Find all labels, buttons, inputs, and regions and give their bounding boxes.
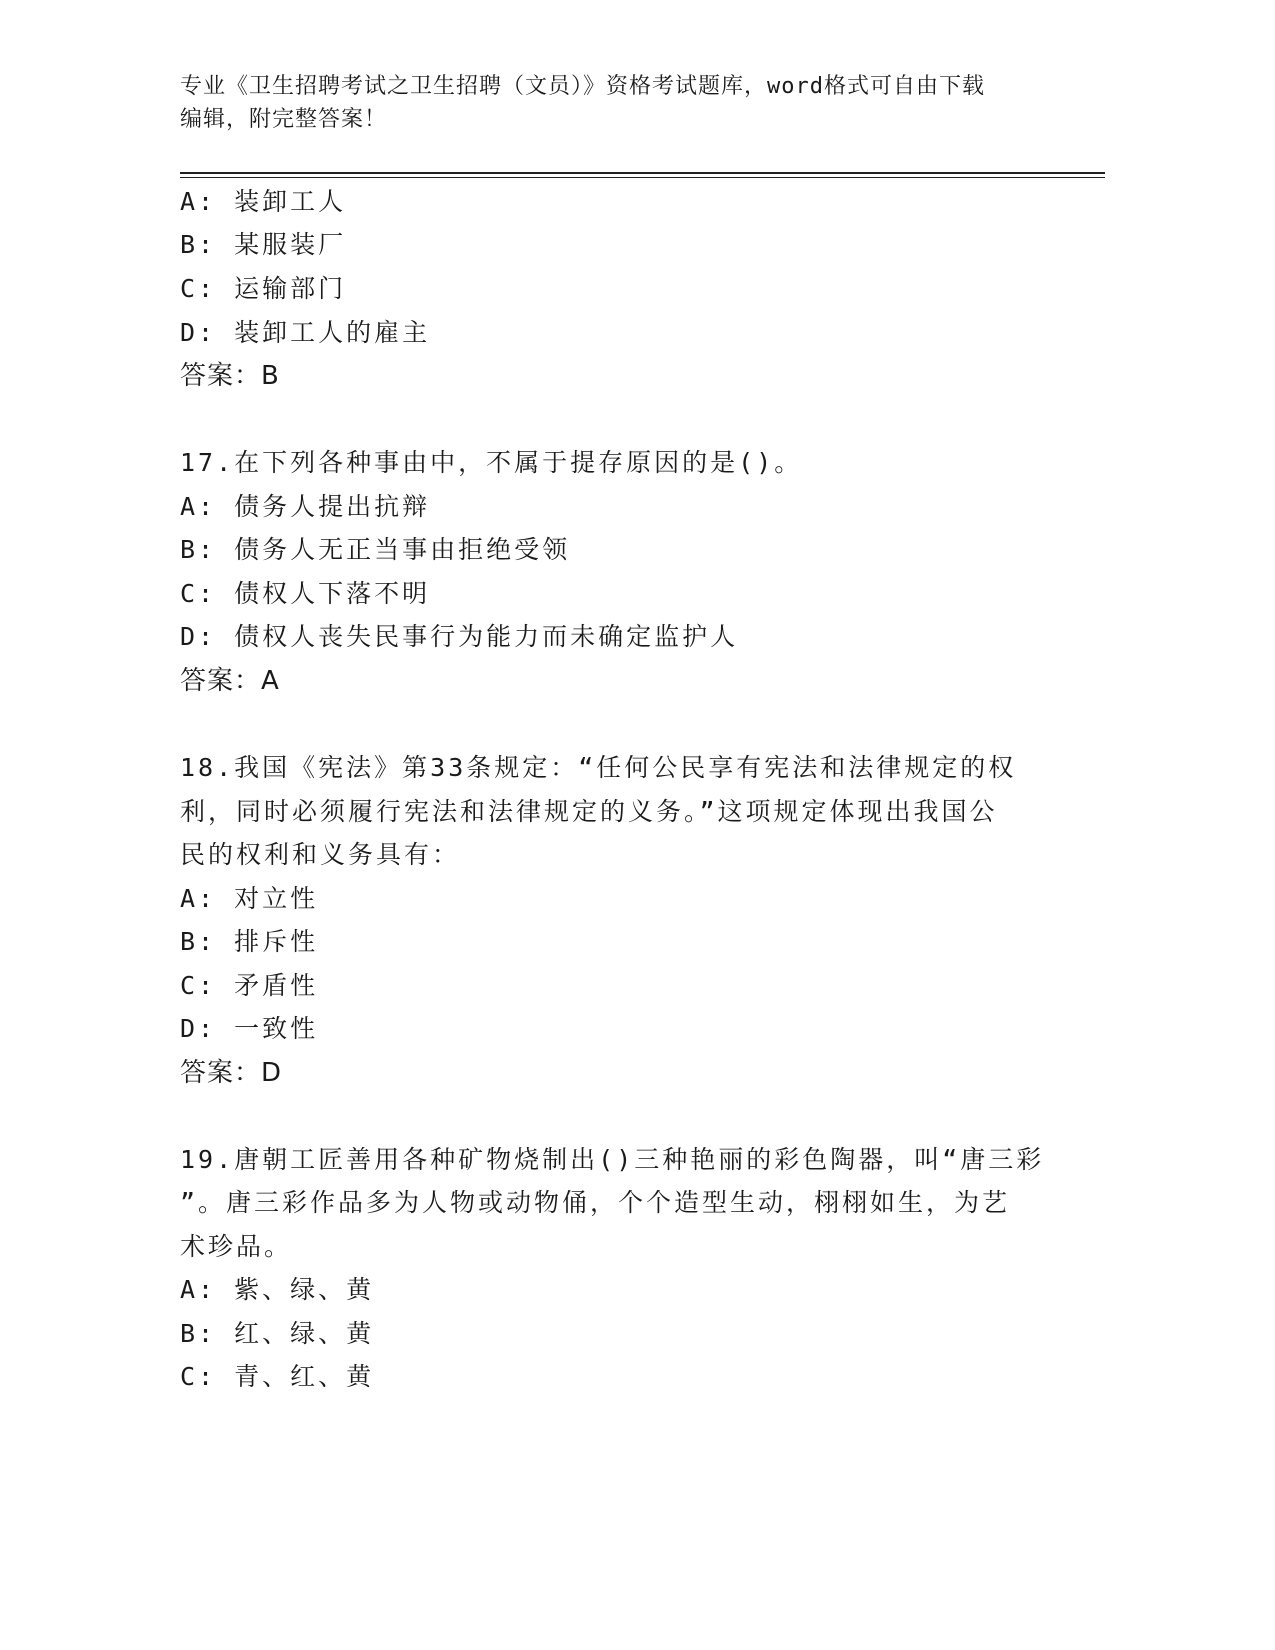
q16-option-a: A: 装卸工人: [180, 187, 347, 216]
q18-answer: 答案：D: [180, 1058, 283, 1088]
q17-option-b: B: 债务人无正当事由拒绝受领: [180, 535, 571, 564]
q19-stem-line-3: 术珍品。: [180, 1232, 293, 1261]
q16-option-d: D: 装卸工人的雇主: [180, 318, 431, 347]
q16-answer: 答案：B: [180, 361, 280, 391]
q18-stem-line-1: 18.我国《宪法》第33条规定：“任何公民享有宪法和法律规定的权: [180, 753, 1017, 782]
q17-option-c: C: 债权人下落不明: [180, 579, 431, 608]
header-rule-thin: [180, 177, 1105, 178]
q17-option-d: D: 债权人丧失民事行为能力而未确定监护人: [180, 622, 739, 651]
header-line-1: 专业《卫生招聘考试之卫生招聘（文员）》资格考试题库，word格式可自由下载: [180, 74, 985, 99]
q18-option-c: C: 矛盾性: [180, 971, 319, 1000]
q19-stem-line-1: 19.唐朝工匠善用各种矿物烧制出()三种艳丽的彩色陶器，叫“唐三彩: [180, 1145, 1045, 1174]
q18-option-a: A: 对立性: [180, 884, 319, 913]
header-line-2: 编辑，附完整答案！: [180, 107, 388, 132]
q18-option-d: D: 一致性: [180, 1014, 319, 1043]
q16-option-b: B: 某服装厂: [180, 230, 347, 259]
header-rule-thick: [180, 172, 1105, 174]
q18-stem-line-2: 利，同时必须履行宪法和法律规定的义务。”这项规定体现出我国公: [180, 797, 998, 826]
q17-stem-line-1: 17.在下列各种事由中，不属于提存原因的是()。: [180, 448, 803, 477]
q18-stem-line-3: 民的权利和义务具有：: [180, 840, 461, 869]
q17-option-a: A: 债务人提出抗辩: [180, 492, 431, 521]
q19-option-a: A: 紫、绿、黄: [180, 1275, 375, 1304]
document-header: [180, 70, 1040, 136]
q19-option-c: C: 青、红、黄: [180, 1362, 375, 1391]
q19-option-b: B: 红、绿、黄: [180, 1319, 375, 1348]
q19-stem-line-2: ”。唐三彩作品多为人物或动物俑，个个造型生动，栩栩如生，为艺: [180, 1188, 1011, 1217]
q18-option-b: B: 排斥性: [180, 927, 319, 956]
q16-option-c: C: 运输部门: [180, 274, 347, 303]
q17-answer: 答案：A: [180, 666, 280, 696]
